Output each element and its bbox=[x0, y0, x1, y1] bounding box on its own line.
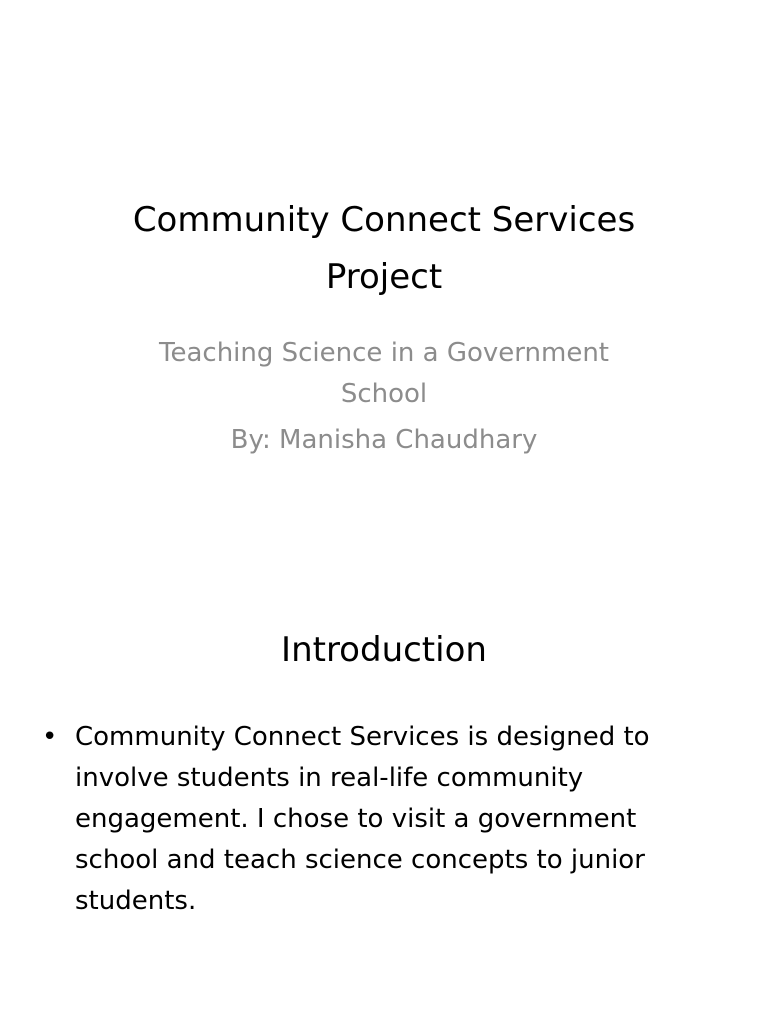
bullet-item bbox=[42, 717, 702, 922]
introduction-slide bbox=[0, 512, 768, 1024]
bullet-list bbox=[42, 717, 702, 922]
bullet-line: school and teach science concepts to junior bbox=[75, 845, 645, 875]
bullet-line: involve students in real-life community bbox=[75, 763, 584, 793]
bullet-marker: • bbox=[42, 722, 58, 752]
slide-subtitle bbox=[110, 333, 658, 461]
bullet-line: students. bbox=[75, 886, 197, 916]
title-line-2: Project bbox=[325, 257, 443, 297]
subtitle-line-1: Teaching Science in a Government bbox=[159, 338, 609, 368]
title-line-1: Community Connect Services bbox=[132, 200, 636, 240]
slide-title bbox=[60, 192, 708, 306]
author-byline: By: Manisha Chaudhary bbox=[230, 425, 538, 455]
slide-heading: Introduction bbox=[281, 630, 487, 670]
bullet-line: engagement. I chose to visit a government bbox=[75, 804, 637, 834]
subtitle-line-2: School bbox=[340, 379, 428, 409]
bullet-line: Community Connect Services is designed to bbox=[75, 722, 650, 752]
